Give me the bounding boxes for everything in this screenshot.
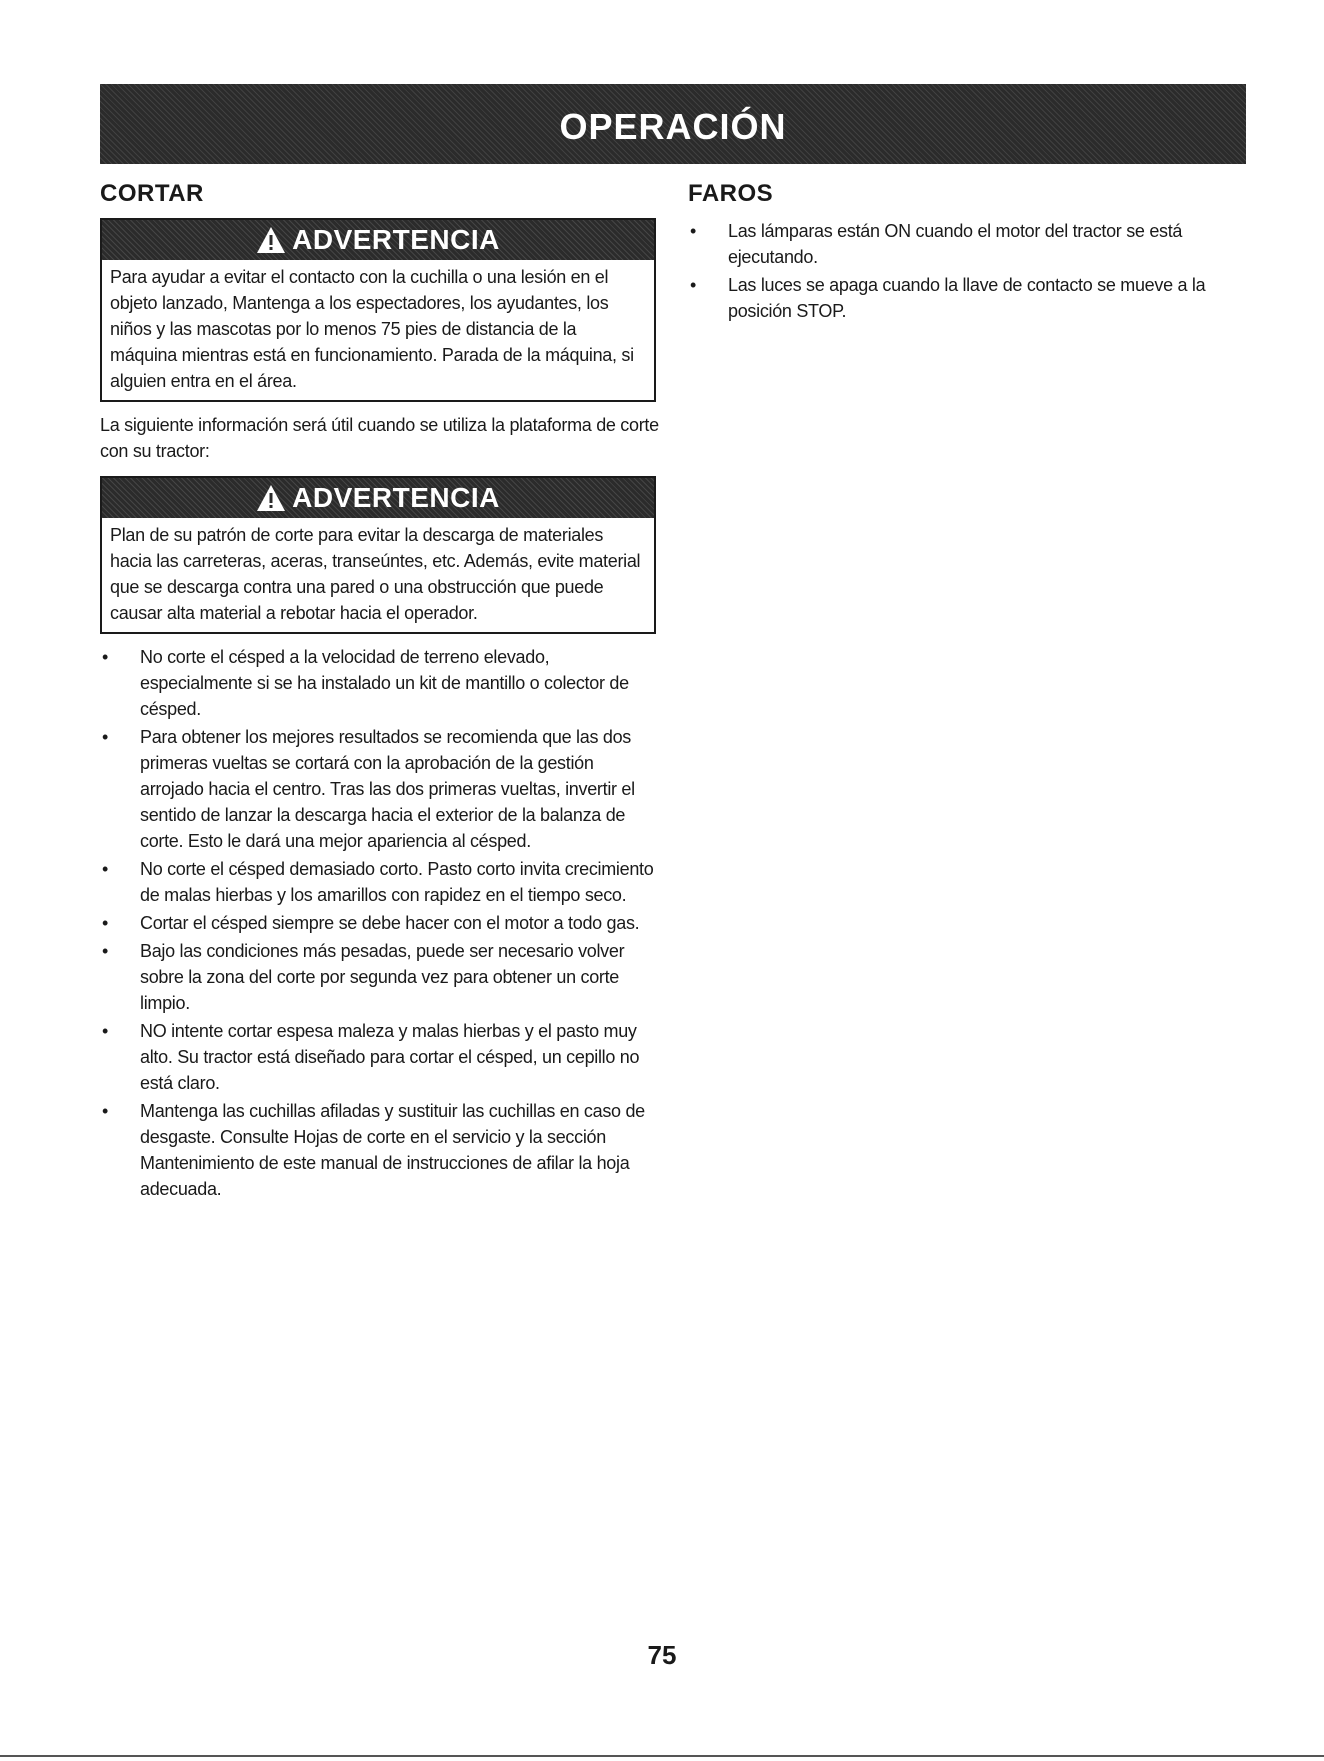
warning-label: ADVERTENCIA: [292, 482, 500, 513]
cortar-heading: CORTAR: [100, 180, 204, 207]
list-item: • No corte el césped demasiado corto. Pasto corto invita crecimiento de malas hierbas y los amarillos con rapidez en el tiempo seco.: [102, 859, 654, 905]
faros-column: [688, 180, 1248, 326]
faros-bullet-list: [688, 218, 1248, 324]
warning-box-blade-contact: [100, 218, 656, 402]
list-item: • NO intente cortar espesa maleza y malas hierbas y el pasto muy alto. Su tractor está diseñado para cortar el césped, un cepillo no está claro.: [102, 1021, 640, 1093]
list-item: • Las luces se apaga cuando la llave de contacto se mueve a la posición STOP.: [690, 275, 1206, 321]
list-item: • Mantenga las cuchillas afiladas y sustituir las cuchillas en caso de desgaste. Consulte Hojas de corte en el servicio y la sección Mantenimiento de este manual de instrucciones de afilar la hoja adecuada.: [102, 1101, 645, 1199]
warning-header: [102, 478, 654, 518]
warning-text: Plan de su patrón de corte para evitar la descarga de materiales hacia las carreteras, aceras, transeúntes, etc. Además, evite material que se descarga contra una pared o una obstrucción que puede causar alta material a rebotar hacia el operador.: [110, 525, 641, 623]
warning-triangle-icon: [256, 226, 286, 254]
section-banner: [100, 84, 1246, 164]
warning-box-discharge: [100, 476, 656, 634]
page-number: 75: [647, 1640, 677, 1670]
cortar-column: [100, 180, 660, 1204]
bottom-rule: [0, 1755, 1324, 1757]
cortar-bullet-list: [100, 644, 660, 1202]
warning-triangle-icon: [256, 484, 286, 512]
warning-text: Para ayudar a evitar el contacto con la cuchilla o una lesión en el objeto lanzado, Mantenga a los espectadores, los ayudantes, los niños y las mascotas por lo menos 75 pies de distancia de la máquina mientras está en funcionamiento. Parada de la máquina, si alguien entra en el área.: [110, 267, 634, 391]
list-item: • No corte el césped a la velocidad de terreno elevado, especialmente si se ha instalado un kit de mantillo o colector de césped.: [102, 647, 629, 719]
page-title: OPERACIÓN: [559, 106, 787, 147]
warning-header: [102, 220, 654, 260]
faros-heading: FAROS: [688, 180, 774, 207]
list-item: • Para obtener los mejores resultados se recomienda que las dos primeras vueltas se cortará con la aprobación de la gestión arrojado hacia el centro. Tras las dos primeras vueltas, invertir el sentido de lanzar la descarga hacia el exterior de la balanza de corte. Esto le dará una mejor apariencia al césped.: [102, 727, 635, 851]
list-item: • Cortar el césped siempre se debe hacer con el motor a todo gas.: [102, 913, 640, 933]
intro-paragraph: La siguiente información será útil cuando se utiliza la plataforma de corte con su tractor:: [100, 415, 659, 461]
list-item: • Las lámparas están ON cuando el motor del tractor se está ejecutando.: [690, 221, 1183, 267]
list-item: • Bajo las condiciones más pesadas, puede ser necesario volver sobre la zona del corte por segunda vez para obtener un corte limpio.: [102, 941, 625, 1013]
warning-label: ADVERTENCIA: [292, 224, 500, 255]
